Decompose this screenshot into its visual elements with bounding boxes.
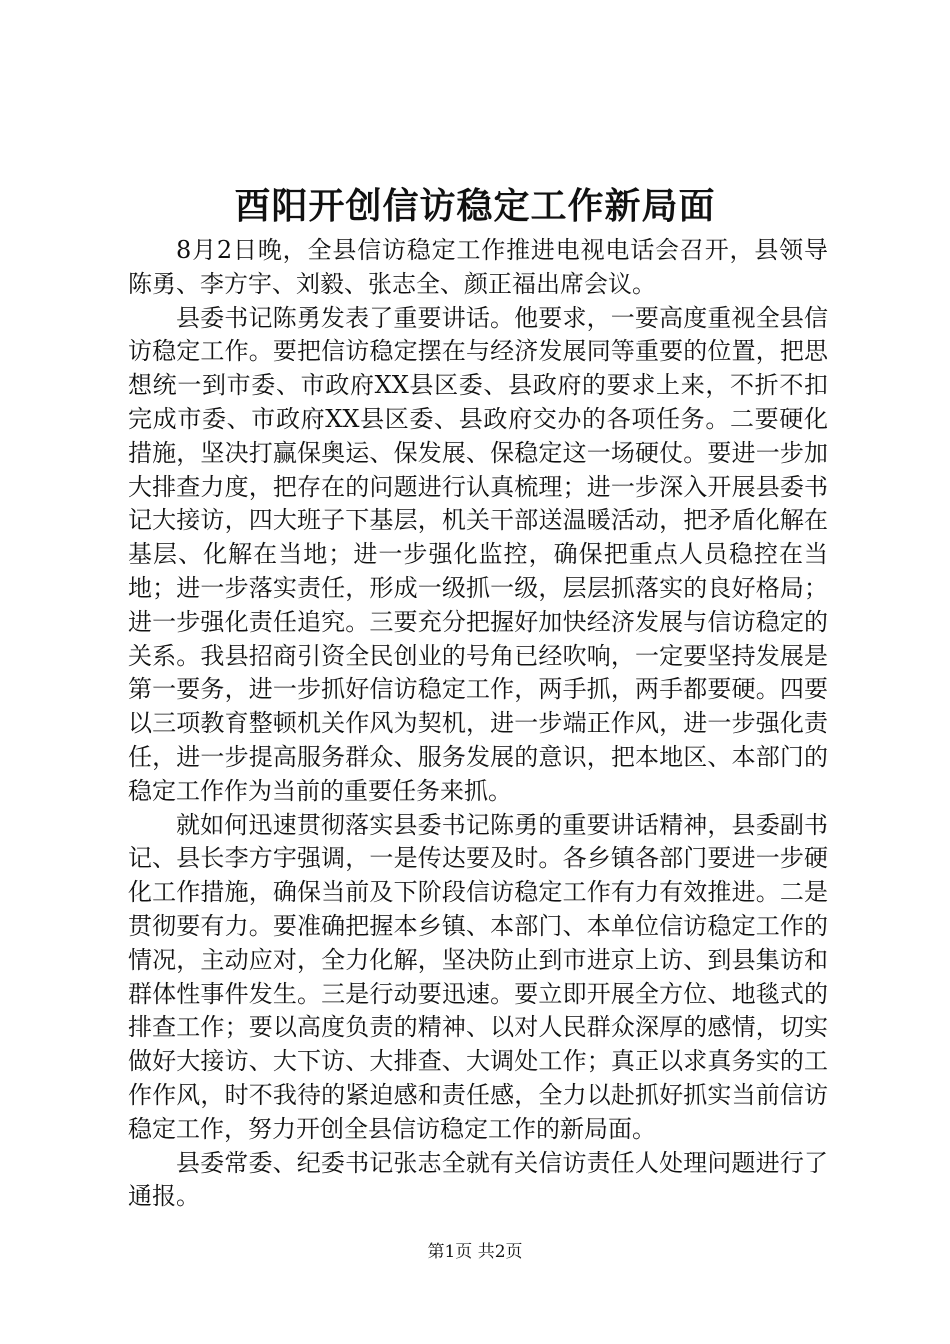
paragraph-1: 8月2日晚，全县信访稳定工作推进电视电话会召开，县领导陈勇、李方宇、刘毅、张志全、颜正福出席会议。 (128, 236, 828, 298)
paragraph-4: 县委常委、纪委书记张志全就有关信访责任人处理问题进行了通报。 (128, 1148, 828, 1211)
paragraph-2: 县委书记陈勇发表了重要讲话。他要求，一要高度重视全县信访稳定工作。要把信访稳定摆在与经济发展同等重要的位置，把思想统一到市委、市政府XX县区委、县政府的要求上来，不折不扣完成市委、市政府XX县区委、县政府交办的各项任务。二要硬化措施，坚决打赢保奥运、保发展、保稳定这一场硬仗。要进一步加大排查力度，把存在的问题进行认真梳理；进一步深入开展县委书记大接访，四大班子下基层，机关干部送温暖活动，把矛盾化解在基层、化解在当地；进一步强化监控，确保把重点人员稳控在当地；进一步落实责任，形成一级抓一级，层层抓落实的良好格局；进一步强化责任追究。三要充分把握好加快经济发展与信访稳定的关系。我县招商引资全民创业的号角已经吹响，一定要坚持发展是第一要务，进一步抓好信访稳定工作，两手抓，两手都要硬。四要以三项教育整顿机关作风为契机，进一步端正作风，进一步强化责任，进一步提高服务群众、服务发展的意识，把本地区、本部门的稳定工作作为当前的重要任务来抓。 (128, 303, 828, 805)
paragraph-3: 就如何迅速贯彻落实县委书记陈勇的重要讲话精神，县委副书记、县长李方宇强调，一是传达要及时。各乡镇各部门要进一步硬化工作措施，确保当前及下阶段信访稳定工作有力有效推进。二是贯彻要有力。要准确把握本乡镇、本部门、本单位信访稳定工作的情况，主动应对，全力化解，坚决防止到市进京上访、到县集访和群体性事件发生。三是行动要迅速。要立即开展全方位、地毯式的排查工作；要以高度负责的精神、以对人民群众深厚的感情，切实做好大接访、大下访、大排查、大调处工作；真正以求真务实的工作作风，时不我待的紧迫感和责任感，全力以赴抓好抓实当前信访稳定工作，努力开创全县信访稳定工作的新局面。 (128, 810, 828, 1143)
document-title: 酉阳开创信访稳定工作新局面 (234, 185, 716, 227)
document-body (128, 234, 828, 1214)
page-number-footer: 第1页 共2页 (427, 1242, 523, 1262)
